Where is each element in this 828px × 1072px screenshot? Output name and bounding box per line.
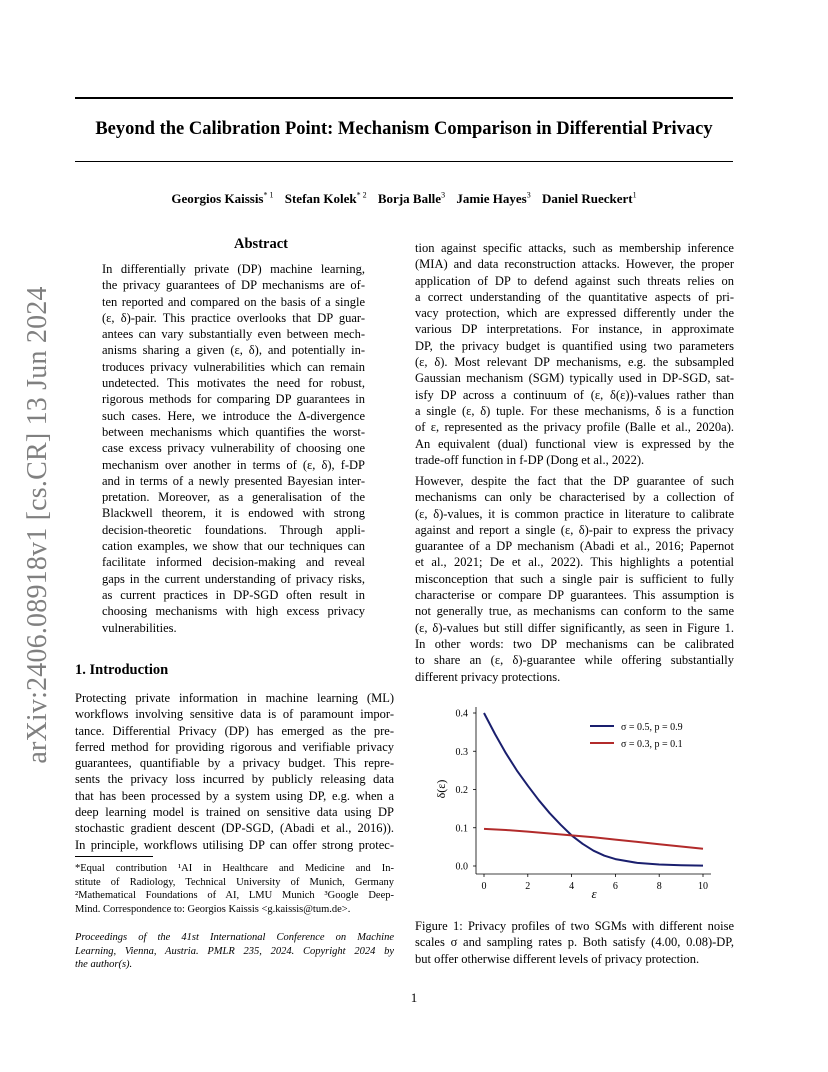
abstract-heading: Abstract [234,236,288,252]
text-line: between mechanisms which quantifies the worst- [102,424,365,439]
text-line: Figure 1: Privacy profiles of two SGMs with different noise [415,919,734,933]
arxiv-identifier: arXiv:2406.08918v1 [cs.CR] 13 Jun 2024 [22,286,53,764]
footnotes [75,862,394,916]
text-line: (ε, δ)-values but still differ significantly, as seen in Figure 1. [415,620,734,635]
chart-lines [484,713,703,866]
text-line: case excess privacy vulnerability of choosing one [102,441,365,456]
text-line: pretation. Moreover, as a generalisation of the [102,490,365,505]
text-line: that has been processed by a system using DP, e.g. when a [75,788,394,803]
introduction-body [75,690,394,853]
introduction-heading: 1. Introduction [75,662,169,678]
series-line-1 [484,713,703,866]
text-line: trade-off function in f-DP (Dong et al., 2022). [415,452,645,467]
y-tick-label: 0.0 [455,861,468,873]
author: Borja Balle$^3$ [377,191,446,207]
author: Jamie Hayes$^3$ [456,191,531,207]
right-column-paragraph-2 [415,473,734,685]
figure-caption [415,918,734,967]
x-tick-label: 0 [481,881,487,892]
author: Daniel Rueckert$^1$ [541,191,637,207]
text-line: stitute of Radiology, Technical University of Munich, Germany [75,876,394,888]
text-line: Blackwell theorem, it is endowed with strong [102,506,365,521]
text-line: such cases. Here, we introduce the Δ-divergence [102,408,365,423]
page-number: 1 [410,990,418,1005]
text-line: sents the privacy loss incurred by publicly releasing data [75,772,394,787]
title-top-rule [75,97,733,99]
text-line: ten reported and compared on the basis of a single [102,294,365,309]
text-line: anisms sharing a given (ε, δ), and potentially in- [102,343,365,358]
text-line: mechanism over another in terms of (ε, δ), f-DP [102,457,365,472]
text-line: stochastic gradient descent (DP-SGD, (Abadi et al., 2016)). [75,821,394,836]
text-line: *Equal contribution ¹AI in Healthcare and Medicine and In- [75,863,394,874]
abstract-body [102,261,365,636]
text-line: antees can vary substantially even between mech- [102,327,365,342]
text-line: vacy protection, which are expressed differently under the [415,306,734,321]
text-line: deep learning model is trained on sensitive data using DP [75,805,394,820]
text-line: as current practices in DP-SGD often result in [102,587,365,602]
text-line: cation examples, we show that our techniques can [102,539,365,554]
text-line: and in terms of a newly presented Bayesian inter- [102,473,365,488]
text-line: Mind. Correspondence to: Georgios Kaissis <g.kaissis@tum.de>. [75,903,351,915]
text-line: various DP interpretations. For instance, in approximate [415,322,734,337]
text-line: vulnerabilities. [102,620,177,635]
text-line: DP, the privacy budget is quantified using two parameters [415,338,734,353]
author: Georgios Kaissis$^{* 1}$ [171,191,274,207]
legend-label-2: σ = 0.3, p = 0.1 [621,739,683,750]
text-line: et al., 2021; De et al., 2022). This highlights a potential [415,555,734,570]
proceedings-note [75,931,394,972]
text-line: scales σ and sampling rates p. Both satisfy (4.00, 0.08)-DP, [415,935,734,950]
text-line: rigorous methods for comparing DP guarantees in [102,392,365,407]
y-tick-label: 0.4 [455,708,468,720]
text-line: not generally true, as mechanisms can conform to the same [415,604,734,619]
figure-1-chart [430,700,730,910]
text-line: workflows involving sensitive data is of paramount impor- [75,707,394,722]
text-line: tance. Differential Privacy (DP) has emerged as the pre- [75,723,394,738]
text-line: (ε, δ)-values, it is common practice in literature to calibrate [415,506,734,521]
text-line: guarantees, quantifiable by a privacy budget. This repre- [75,756,394,771]
x-axis-label: ε [591,886,597,901]
text-line: (MIA) and data reconstruction attacks. However, the proper [415,257,734,272]
text-line: ferred method for providing rigorous and verifiable privacy [75,739,394,754]
text-line: choosing mechanisms with high excess privacy [102,604,365,619]
text-line: against and report a single (ε, δ)-pair to express the privacy [415,522,734,537]
paper-title: Beyond the Calibration Point: Mechanism Comparison in Differential Privacy [95,119,713,139]
text-line: ²Mathematical Foundations of AI, LMU Munich ³Google Deep- [75,890,394,902]
text-line: application of DP to defend against such threats relies on [415,273,734,288]
text-line: a single (ε, δ) tuple. For these mechanisms, δ is a function [415,403,734,418]
y-tick-label: 0.1 [455,823,468,835]
chart-legend [590,722,683,750]
text-line: different privacy protections. [415,669,561,684]
x-tick-label: 2 [525,881,531,892]
text-line: Proceedings of the 41st International Conference on Machine [75,932,394,943]
y-tick-label: 0.3 [455,746,468,758]
text-line: of ε, represented as the privacy profile (Balle et al., 2020a). [415,420,734,435]
text-line: undetected. This motivates the need for robust, [102,376,365,391]
text-line: In principle, workflows utilising DP can offer strong protec- [75,837,394,852]
text-line: decision-theoretic foundations. Through appli- [102,522,365,537]
y-tick-label: 0.2 [455,785,468,796]
footnote-rule [75,856,153,857]
text-line: a correct understanding of the quantitative aspects of pri- [415,289,734,304]
text-line: Learning, Vienna, Austria. PMLR 235, 2024. Copyright 2024 by [75,945,394,957]
text-line: characterise or compare DP guarantees. This assumption is [415,588,734,603]
title-bottom-rule [75,161,733,162]
author-list [75,191,733,207]
text-line: the author(s). [75,959,133,971]
text-line: In differentially private (DP) machine learning, [102,262,365,276]
text-line: facilitate informed decision-making and reveal [102,555,365,570]
text-line: isfy DP across a continuum of (ε, δ(ε))-values rather than [415,387,734,402]
text-line: (ε, δ). Most relevant DP mechanisms, e.g. the subsampled [415,355,734,370]
right-column-paragraph-1 [415,240,734,468]
text-line: tion against specific attacks, such as membership inference [415,241,734,255]
x-tick-label: 8 [656,881,662,892]
author: Stefan Kolek$^{* 2}$ [284,191,367,207]
text-line: but offer otherwise different levels of privacy protection. [415,951,700,966]
x-tick-label: 6 [612,881,618,892]
text-line: Gaussian mechanism (SGM) typically used in DP-SGD, sat- [415,371,734,386]
text-line: misconception that such a single pair is sufficient to fully [415,571,734,586]
x-tick-label: 10 [698,881,708,892]
x-tick-label: 4 [569,881,575,892]
legend-label-1: σ = 0.5, p = 0.9 [621,722,683,733]
text-line: guarantee of a DP mechanism (Abadi et al., 2016; Papernot [415,539,734,554]
text-line: troduces privacy vulnerabilities which can remain [102,359,365,374]
text-line: gaps in the current understanding of privacy risks, [102,571,365,586]
text-line: However, despite the fact that the DP guarantee of such [415,474,734,488]
text-line: to share an (ε, δ)-guarantee while offering substantially [415,653,734,668]
text-line: (ε, δ)-pair. This practice overlooks that DP guar- [102,310,365,325]
text-line: mechanisms can only be characterised by a collection of [415,490,734,505]
text-line: Protecting private information in machine learning (ML) [75,691,394,705]
text-line: An equivalent (dual) functional view is expressed by the [415,436,734,451]
series-line-2 [484,829,703,849]
text-line: In other words: two DP mechanisms can be calibrated [415,636,734,651]
y-axis-label: δ(ε) [434,779,448,799]
text-line: the privacy guarantees of DP mechanisms are of- [102,278,365,293]
